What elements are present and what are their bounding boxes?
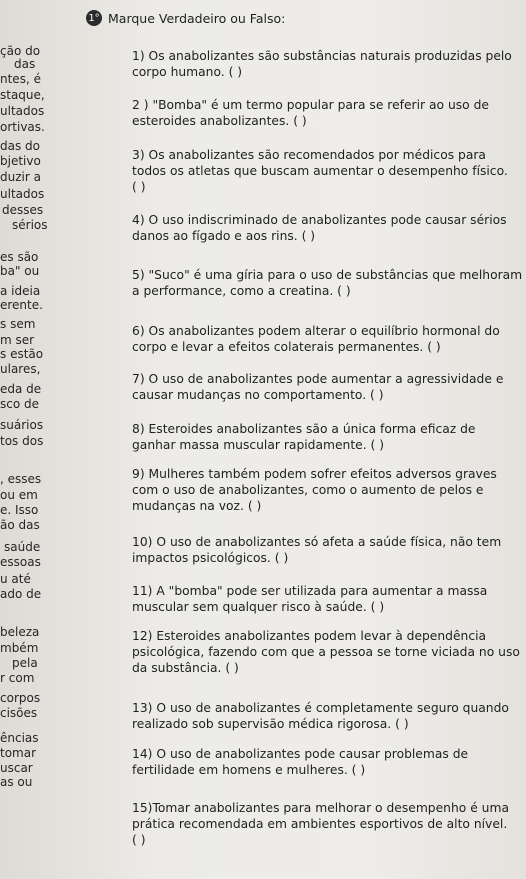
question-item (132, 267, 522, 299)
question-line: 1) Os anabolizantes são substâncias naturais produzidas pelo (132, 49, 512, 63)
left-text-fragment: suários (0, 418, 44, 432)
question-line: 12) Esteroides anabolizantes podem levar à dependência (132, 629, 487, 643)
question-line: causar mudanças no comportamento. ( ) (132, 388, 384, 402)
left-text-fragment: ortivas. (0, 120, 45, 134)
left-text-fragment: staque, (0, 88, 45, 102)
question-item (132, 97, 522, 129)
question-line: psicológica, fazendo com que a pessoa se torne viciada no uso (132, 645, 520, 659)
question-line: danos ao fígado e aos rins. ( ) (132, 229, 316, 243)
left-text-fragment: essoas (0, 555, 41, 569)
question-item (132, 212, 522, 244)
left-text-fragment: ba" ou (0, 264, 40, 278)
question-item (132, 371, 522, 403)
question-item (132, 800, 522, 848)
question-line: ganhar massa muscular rapidamente. ( ) (132, 438, 385, 452)
left-text-fragment: r com (0, 671, 35, 685)
left-text-fragment: ou em (0, 488, 38, 502)
left-text-fragment: das do (0, 139, 40, 153)
question-line: 15)Tomar anabolizantes para melhorar o desempenho é uma (132, 801, 509, 815)
question-line: 5) "Suco" é uma gíria para o uso de substâncias que melhoram (132, 268, 523, 282)
left-text-fragment: eda de (0, 382, 42, 396)
left-text-fragment: tomar (0, 746, 37, 760)
left-text-fragment: ulares, (0, 362, 41, 376)
question-item (132, 323, 522, 355)
left-text-fragment: ultados (0, 104, 45, 118)
left-text-fragment: s estão (0, 347, 44, 361)
question-item (132, 628, 522, 676)
left-text-fragment: , esses (0, 472, 42, 486)
left-text-fragment: u até (0, 572, 31, 586)
left-text-fragment: das (14, 57, 36, 71)
question-item (132, 421, 522, 453)
left-text-fragment: corpos (0, 691, 41, 705)
left-text-fragment: tos dos (0, 434, 44, 448)
left-text-fragment: beleza (0, 625, 40, 639)
left-text-fragment: erente. (0, 298, 43, 312)
question-line: 13) O uso de anabolizantes é completamente seguro quando (132, 701, 509, 715)
question-number-badge: 1° (86, 10, 102, 26)
left-text-fragment: uscar (0, 761, 33, 775)
question-line: todos os atletas que buscam aumentar o desempenho físico. (132, 164, 508, 178)
left-text-fragment: ção do (0, 44, 41, 58)
question-line: ( ) (132, 180, 146, 194)
question-line: 2 ) "Bomba" é um termo popular para se referir ao uso de (132, 98, 489, 112)
left-text-fragment: sco de (0, 397, 40, 411)
question-line: 4) O uso indiscriminado de anabolizantes pode causar sérios (132, 213, 507, 227)
question-item (132, 746, 522, 778)
question-line: realizado sob supervisão médica rigorosa. ( ) (132, 717, 409, 731)
left-column-cut-text (0, 0, 80, 879)
question-item (132, 583, 522, 615)
left-text-fragment: as ou (0, 775, 33, 789)
question-line: muscular sem qualquer risco à saúde. ( ) (132, 600, 385, 614)
question-line: fertilidade em homens e mulheres. ( ) (132, 763, 366, 777)
question-header (86, 10, 285, 26)
left-text-fragment: ências (0, 731, 39, 745)
question-line: ( ) (132, 833, 146, 847)
question-title: Marque Verdadeiro ou Falso: (108, 10, 286, 26)
question-line: com o uso de anabolizantes, como o aumento de pelos e (132, 483, 484, 497)
left-text-fragment: ntes, é (0, 72, 41, 86)
left-text-fragment: s sem (0, 317, 36, 331)
question-line: corpo humano. ( ) (132, 65, 243, 79)
left-text-fragment: cisões (0, 706, 38, 720)
left-text-fragment: ado de (0, 587, 42, 601)
question-line: 9) Mulheres também podem sofrer efeitos adversos graves (132, 467, 497, 481)
left-text-fragment: duzir a (0, 170, 41, 184)
question-line: impactos psicológicos. ( ) (132, 551, 289, 565)
question-item (132, 534, 522, 566)
question-item (132, 700, 522, 732)
question-line: 11) A "bomba" pode ser utilizada para aumentar a massa (132, 584, 488, 598)
question-line: corpo e levar a efeitos colaterais permanentes. ( ) (132, 340, 441, 354)
left-text-fragment: pela (12, 656, 38, 670)
left-text-fragment: a ideia (0, 284, 41, 298)
question-item (132, 48, 522, 80)
question-line: 14) O uso de anabolizantes pode causar problemas de (132, 747, 469, 761)
question-item (132, 466, 522, 514)
left-text-fragment: bjetivo (0, 154, 41, 168)
question-line: 6) Os anabolizantes podem alterar o equilíbrio hormonal do (132, 324, 500, 338)
question-line: da substância. ( ) (132, 661, 239, 675)
left-text-fragment: desses (2, 203, 44, 217)
question-line: 3) Os anabolizantes são recomendados por médicos para (132, 148, 486, 162)
left-text-fragment: ão das (0, 518, 40, 532)
left-text-fragment: e. Isso (0, 503, 39, 517)
question-item (132, 147, 522, 195)
left-text-fragment: ultados (0, 187, 45, 201)
left-text-fragment: mbém (0, 641, 39, 655)
left-text-fragment: m ser (0, 333, 35, 347)
question-line: 8) Esteroides anabolizantes são a única forma eficaz de (132, 422, 476, 436)
left-text-fragment: saúde (4, 540, 41, 554)
question-line: 7) O uso de anabolizantes pode aumentar a agressividade e (132, 372, 504, 386)
question-line: a performance, como a creatina. ( ) (132, 284, 351, 298)
question-line: 10) O uso de anabolizantes só afeta a saúde física, não tem (132, 535, 502, 549)
question-line: esteroides anabolizantes. ( ) (132, 114, 307, 128)
question-line: prática recomendada em ambientes esportivos de alto nível. (132, 817, 508, 831)
left-text-fragment: sérios (12, 218, 48, 232)
question-line: mudanças na voz. ( ) (132, 499, 262, 513)
left-text-fragment: es são (0, 250, 39, 264)
